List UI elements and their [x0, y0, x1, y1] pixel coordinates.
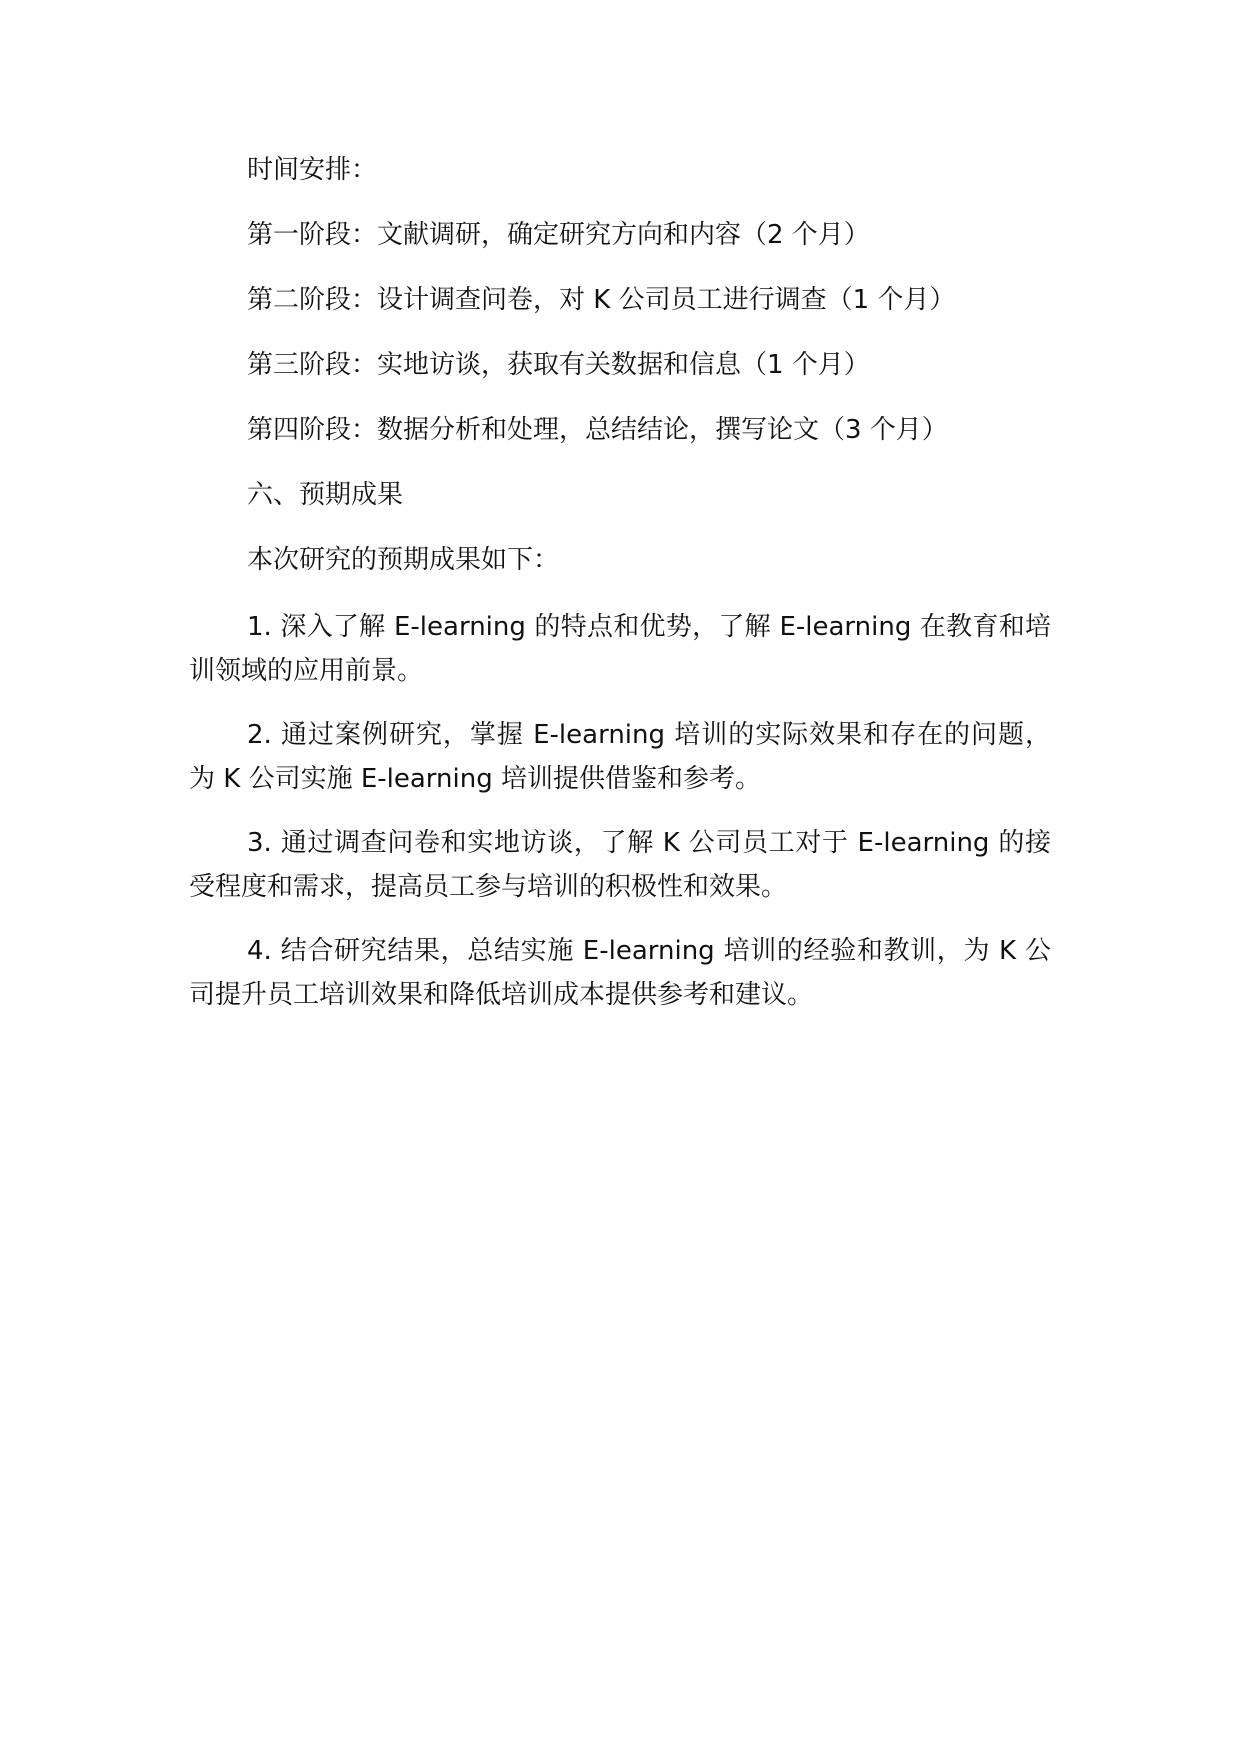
section-heading-outcomes: 六、预期成果: [247, 480, 404, 510]
schedule-phase-2: 第二阶段：设计调查问卷，对 K 公司员工进行调查（1 个月）: [247, 285, 956, 315]
schedule-phase-3: 第三阶段：实地访谈，获取有关数据和信息（1 个月）: [247, 350, 870, 380]
outcome-item-4: 4. 结合研究结果，总结实施 E-learning 培训的经验和教训，为 K 公司提升员工培训效果和降低培训成本提供参考和建议。: [189, 936, 1051, 1010]
outcome-item-2: 2. 通过案例研究，掌握 E-learning 培训的实际效果和存在的问题，为 K 公司实施 E-learning 培训提供借鉴和参考。: [189, 720, 1051, 794]
outcomes-intro: 本次研究的预期成果如下：: [247, 545, 560, 575]
document-page: [189, 150, 1051, 1037]
schedule-phase-4: 第四阶段：数据分析和处理，总结结论，撰写论文（3 个月）: [247, 415, 948, 445]
outcome-item-3: 3. 通过调查问卷和实地访谈，了解 K 公司员工对于 E-learning 的接受程度和需求，提高员工参与培训的积极性和效果。: [189, 828, 1051, 902]
schedule-heading: 时间安排：: [247, 155, 378, 185]
schedule-phase-1: 第一阶段：文献调研，确定研究方向和内容（2 个月）: [247, 220, 870, 250]
outcome-item-1: 1. 深入了解 E-learning 的特点和优势，了解 E-learning 在教育和培训领域的应用前景。: [189, 612, 1051, 686]
